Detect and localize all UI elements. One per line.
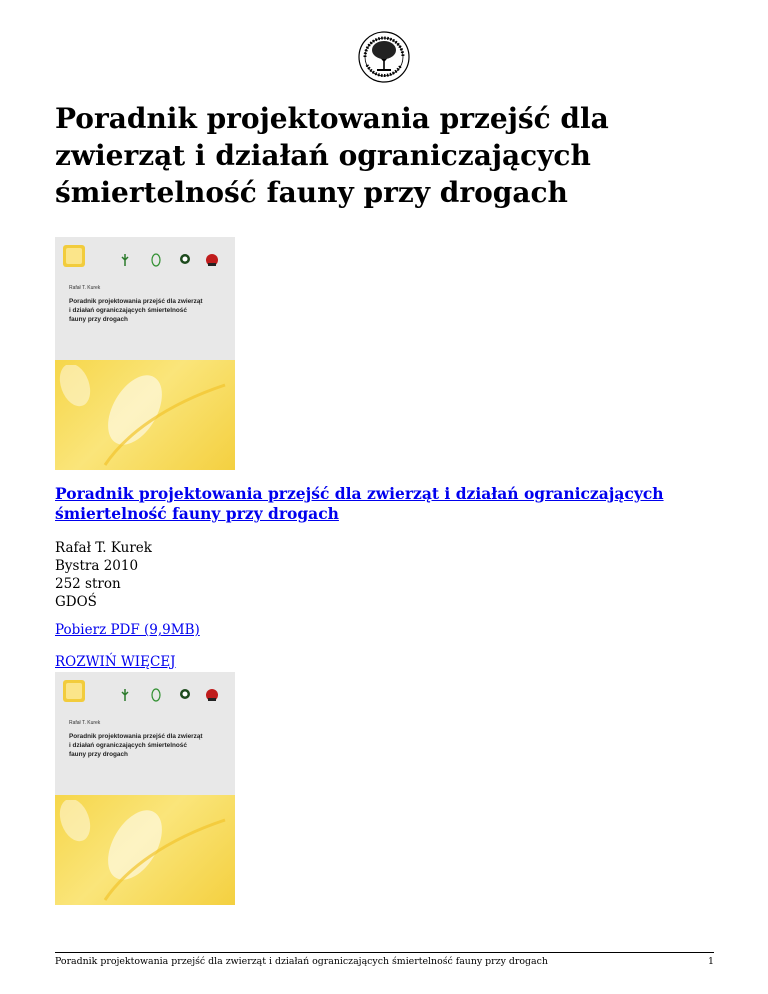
download-pdf-link[interactable]: Pobierz PDF (9,9MB) [55,622,200,638]
page-count-text: 252 stron [55,576,121,592]
cover-leaf-logo-icon [150,253,162,267]
publisher-text: GDOŚ [55,594,97,610]
footer-page-number: 1 [708,956,714,967]
cover-sponsor-logo-icon [119,688,131,702]
cover-round-logo-icon [179,253,191,265]
cover-author: Rafał T. Kurek [69,720,101,726]
cover-round-logo-icon [179,688,191,700]
publication-metadata [55,539,152,611]
cover-leaf-graphic-icon [55,800,235,905]
tree-seal-logo-icon [357,31,411,83]
expand-more-link[interactable]: ROZWIŃ WIĘCEJ [55,654,176,670]
cover-title: Poradnik projektowania przejść dla zwierząt i działań ograniczających śmiertelność fauny przy drogach [69,298,203,323]
book-cover-image[interactable] [55,237,235,470]
page-title: Poradnik projektowania przejść dla zwierząt i działań ograniczających śmiertelność fauny przy drogach [55,102,609,209]
cover-leaf-logo-icon [150,688,162,702]
cover-red-logo-icon [205,253,219,267]
publication-title-link[interactable]: Poradnik projektowania przejść dla zwierząt i działań ograniczających śmiertelność fauny przy drogach [55,484,664,523]
cover-sticker-inner-icon [66,248,82,264]
cover-red-logo-icon [205,688,219,702]
cover-sticker-inner-icon [66,683,82,699]
author-text: Rafał T. Kurek [55,540,152,556]
cover-leaf-graphic-icon [55,365,235,470]
cover-author: Rafał T. Kurek [69,285,101,291]
footer-title: Poradnik projektowania przejść dla zwierząt i działań ograniczających śmiertelność fauny przy drogach [55,956,548,967]
cover-title: Poradnik projektowania przejść dla zwierząt i działań ograniczających śmiertelność fauny przy drogach [69,733,203,758]
cover-sponsor-logo-icon [119,253,131,267]
footer-divider [55,952,714,953]
place-year-text: Bystra 2010 [55,558,139,574]
book-cover-image-expanded [55,672,235,905]
